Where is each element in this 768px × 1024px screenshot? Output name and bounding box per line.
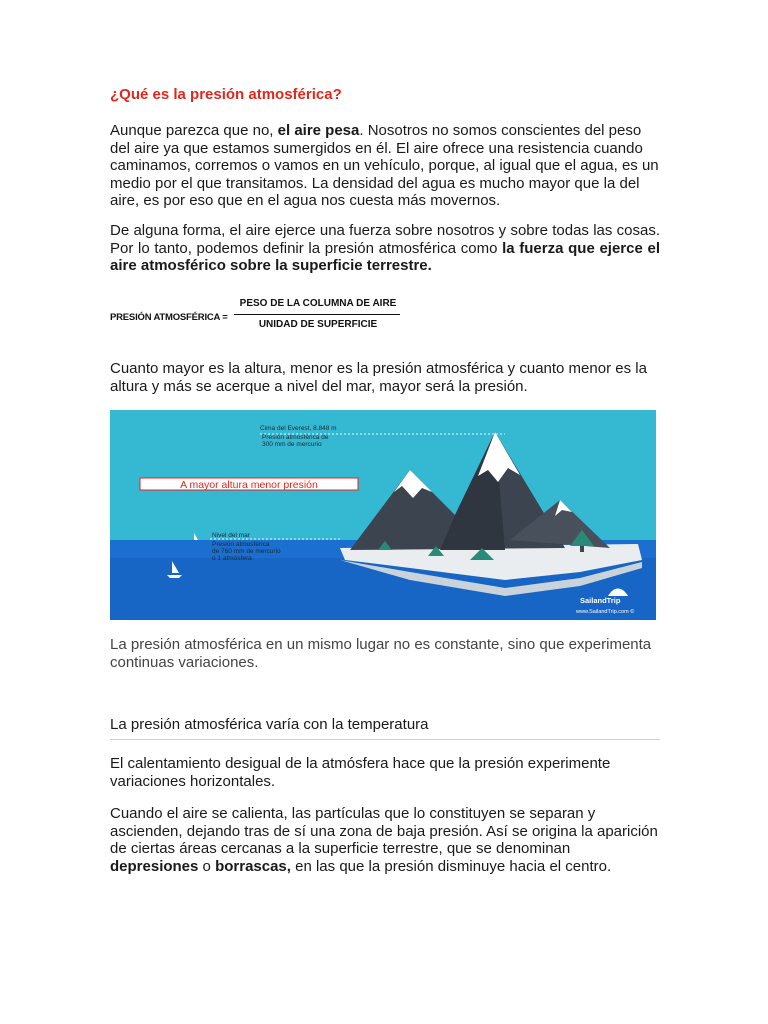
text-run: o [198, 857, 216, 875]
text-run: en las que la presión disminuye hacia el centro. [290, 857, 612, 875]
bold-text: la fuerza que ejerce el aire atmosférico sobre la superficie terrestre. [110, 239, 660, 274]
altitude-paragraph: Cuanto mayor es la altura, menor es la presión atmosférica y cuanto menor es la altura y más se acerque a nivel del mar, mayor será la presión. [110, 360, 647, 395]
page-title: ¿Qué es la presión atmosférica? [110, 86, 342, 103]
sea-label: Presión atmosférica [212, 541, 270, 548]
low-pressure-paragraph [110, 805, 660, 875]
summit-label: Cima del Everest, 8.848 m [260, 425, 337, 432]
intro-paragraph [110, 122, 660, 210]
text-run: . Nosotros no somos conscientes del peso del aire ya que estamos sumergidos en él. El aire ofrece una resistencia cuando caminamos, corremos o vamos en un vehículo, porque, al igual que el agua, es un medio por el que transitamos. La densidad del agua es mucho mayor que la del aire, es por eso que en el agua nos cuesta más movernos. [110, 122, 659, 209]
summit-label: 300 mm de mercurio [262, 441, 322, 448]
bold-text: el aire pesa [277, 122, 360, 139]
text-run: Aunque parezca que no, [110, 122, 278, 139]
bold-text: depresiones [110, 857, 199, 875]
fraction-bar [234, 314, 400, 315]
figure-caption: La presión atmosférica en un mismo lugar no es constante, sino que experimenta continuas variaciones. [110, 636, 652, 671]
illustration-svg [110, 410, 656, 620]
sea-label: o 1 atmósfera [212, 555, 252, 562]
sea-label: Nivel del mar [212, 532, 250, 539]
text-run: De alguna forma, el aire ejerce una fuerza sobre nosotros y sobre todas las cosas. Por lo tanto, podemos definir la presión atmosférica como [110, 222, 660, 257]
logo-url: www.SailandTrip.com © [576, 609, 635, 615]
section-heading: La presión atmosférica varía con la temperatura [110, 716, 660, 740]
summit-label: Presión atmosférica de [262, 434, 329, 441]
logo-text: SailandTrip [580, 596, 621, 605]
banner-text: A mayor altura menor presión [180, 479, 318, 491]
formula-denominator: UNIDAD DE SUPERFICIE [258, 319, 378, 330]
heating-paragraph: El calentamiento desigual de la atmósfera hace que la presión experimente variaciones horizontales. [110, 755, 611, 790]
definition-paragraph [110, 222, 660, 275]
sea-label: de 760 mm de mercurio [212, 548, 281, 555]
bold-text: borrascas, [215, 857, 291, 875]
pressure-formula [110, 298, 410, 338]
formula-lhs: PRESIÓN ATMOSFÉRICA = [110, 312, 228, 323]
text-run: Cuando el aire se calienta, las partículas que lo constituyen se separan y ascienden, dejando tras de sí una zona de baja presión. Así se origina la aparición de ciertas áreas cercanas a la superficie terrestre, que se denominan [110, 805, 658, 857]
tree-trunk [580, 546, 584, 552]
altitude-pressure-illustration [110, 410, 656, 620]
formula-numerator: PESO DE LA COLUMNA DE AIRE [239, 298, 397, 309]
